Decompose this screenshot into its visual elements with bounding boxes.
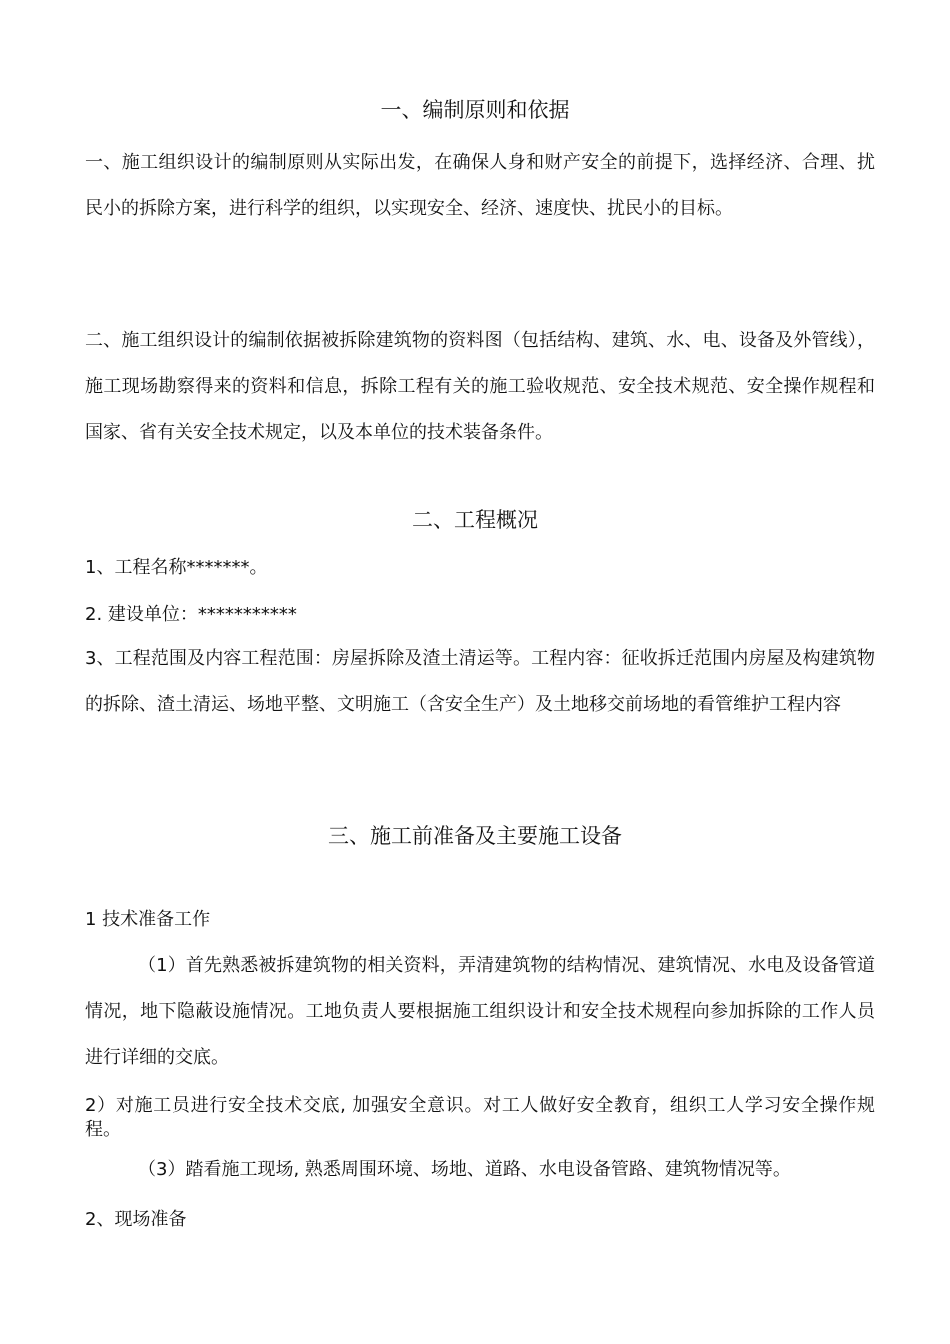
site-prep-subheading: 2、现场准备	[85, 1209, 187, 1230]
section-3-heading: 三、施工前准备及主要施工设备	[328, 824, 622, 848]
prep-item-1: （1）首先熟悉被拆建筑物的相关资料，弄清建筑物的结构情况、建筑情况、水电及设备管道情况，地下隐蔽设施情况。工地负责人要根据施工组织设计和安全技术规程向参加拆除的工作人员进行详细的交底。	[85, 955, 875, 1068]
section-2-heading: 二、工程概况	[412, 508, 538, 532]
construction-unit-item: 2. 建设单位：***********	[85, 604, 297, 625]
project-scope-item: 3、工程范围及内容工程范围：房屋拆除及渣土清运等。工程内容：征收拆迁范围内房屋及构建筑物的拆除、渣土清运、场地平整、文明施工（含安全生产）及土地移交前场地的看管维护工程内容	[85, 648, 875, 715]
project-name-item: 1、工程名称*******。	[85, 557, 268, 578]
section-1-paragraph-1: 一、施工组织设计的编制原则从实际出发，在确保人身和财产安全的前提下，选择经济、合理、扰民小的拆除方案，进行科学的组织，以实现安全、经济、速度快、扰民小的目标。	[85, 152, 875, 219]
section-1-heading: 一、编制原则和依据	[380, 98, 570, 122]
section-1-paragraph-2: 二、施工组织设计的编制依据被拆除建筑物的资料图（包括结构、建筑、水、电、设备及外管线），施工现场勘察得来的资料和信息，拆除工程有关的施工验收规范、安全技术规范、安全操作规程和国家、省有关安全技术规定，以及本单位的技术装备条件。	[85, 330, 875, 443]
prep-item-3: （3）踏看施工现场, 熟悉周围环境、场地、道路、水电设备管路、建筑物情况等。	[138, 1159, 791, 1180]
technical-prep-subheading: 1 技术准备工作	[85, 909, 211, 930]
prep-item-2: 2）对施工员进行安全技术交底, 加强安全意识。对工人做好安全教育，组织工人学习安全操作规程。	[85, 1095, 875, 1140]
